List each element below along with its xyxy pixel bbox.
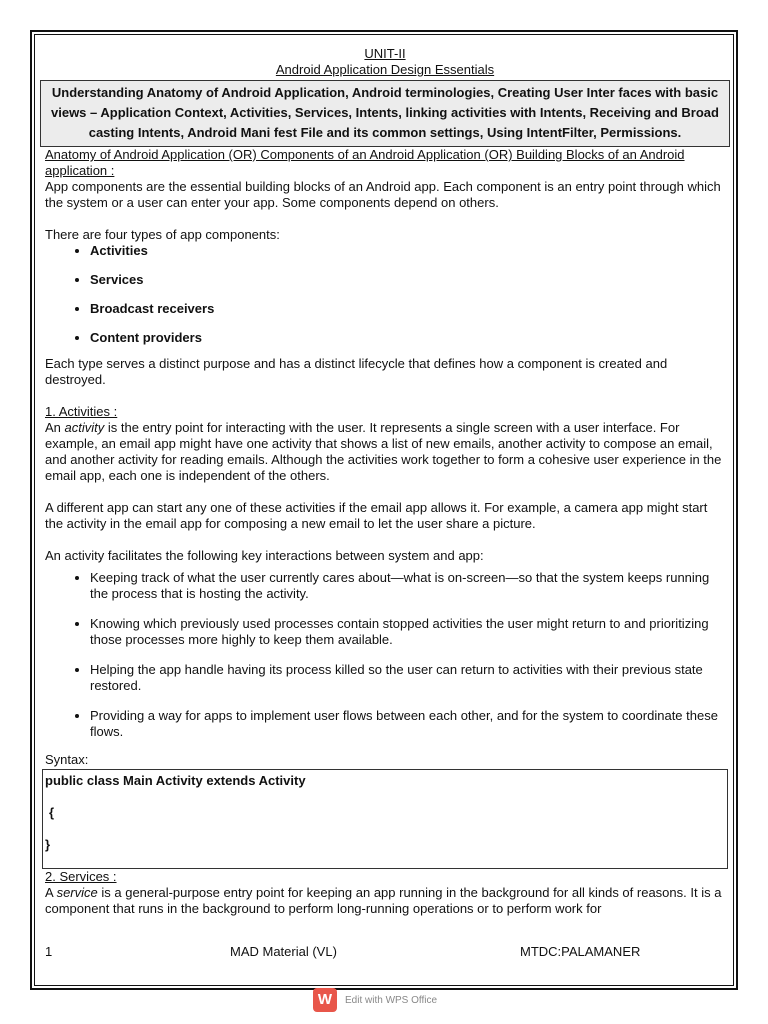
lifecycle-note: Each type serves a distinct purpose and has a distinct lifecycle that defines how a component is created and destroyed. [45,356,668,387]
footer-college: MTDC:PALAMANER [520,944,641,959]
services-paragraph-1: A service is a general-purpose entry point for keeping an app running in the background for all kinds of reasons. It is a component that runs in the background to perform long-running operations or to perform work for [45,885,722,916]
unit-title: UNIT-II [364,46,406,61]
wps-edit-link[interactable]: Edit with WPS Office [345,994,438,1006]
code-line-3: } [45,837,51,852]
syntax-code-box [42,769,728,869]
page-footer [45,944,725,960]
component-types-list [45,243,725,346]
list-item: • Content providers [90,330,725,346]
anatomy-heading: Anatomy of Android Application (OR) Components of an Android Application (OR) Building Blocks of an Android application : [45,147,685,178]
activities-heading: 1. Activities : [45,404,118,419]
list-item: • Activities [90,243,725,259]
document-body [45,46,725,917]
service-term: service [56,885,98,900]
activity-term: activity [64,420,105,435]
list-item: • Providing a way for apps to implement user flows between each other, and for the system to coordinate these flows. [90,708,725,740]
chapter-title: Android Application Design Essentials [275,62,495,77]
list-item: • Broadcast receivers [90,301,725,317]
activities-paragraph-3: An activity facilitates the following key interactions between system and app: [45,548,484,563]
list-item: • Knowing which previously used processes contain stopped activities the user might return to and prioritizing those processes more highly to keep them available. [90,616,725,648]
footer-material: MAD Material (VL) [230,944,337,959]
services-heading: 2. Services : [45,869,117,884]
list-item: • Services [90,272,725,288]
list-item: • Keeping track of what the user currently cares about—what is on-screen—so that the system keeps running the process that is hosting the activity. [90,570,725,602]
syntax-label: Syntax: [45,752,89,767]
component-types-intro: There are four types of app components: [45,227,280,242]
code-line-2: { [49,805,55,820]
wps-logo-icon: W [313,988,337,1012]
anatomy-intro: App components are the essential building blocks of an Android app. Each component is an entry point through which the system or a user can enter your app. Some components depend on others. [45,179,721,210]
code-line-1: public class Main Activity extends Activity [45,773,306,788]
activities-paragraph-1: An activity is the entry point for interacting with the user. It represents a single screen with a user interface. For example, an email app might have one activity that shows a list of new emails, another activity to compose an email, and another activity for reading emails. Although the activities work together to form a cohesive user experience in the email app, each one is independent of the others. [45,420,722,483]
page-number: 1 [45,944,53,959]
interactions-list [45,570,725,740]
wps-watermark[interactable] [313,986,437,1014]
syllabus-topics-box: Understanding Anatomy of Android Application, Android terminologies, Creating User Inter faces with basic views – Application Context, Activities, Services, Intents, linking activities with Intents, Receiving and Broad casting Intents, Android Mani fest File and its common settings, Using IntentFilter, Permissions. [40,80,730,147]
activities-paragraph-2: A different app can start any one of these activities if the email app allows it. For example, a camera app might start the activity in the email app for composing a new email to let the user share a picture. [45,500,708,531]
list-item: • Helping the app handle having its process killed so the user can return to activities with their previous state restored. [90,662,725,694]
